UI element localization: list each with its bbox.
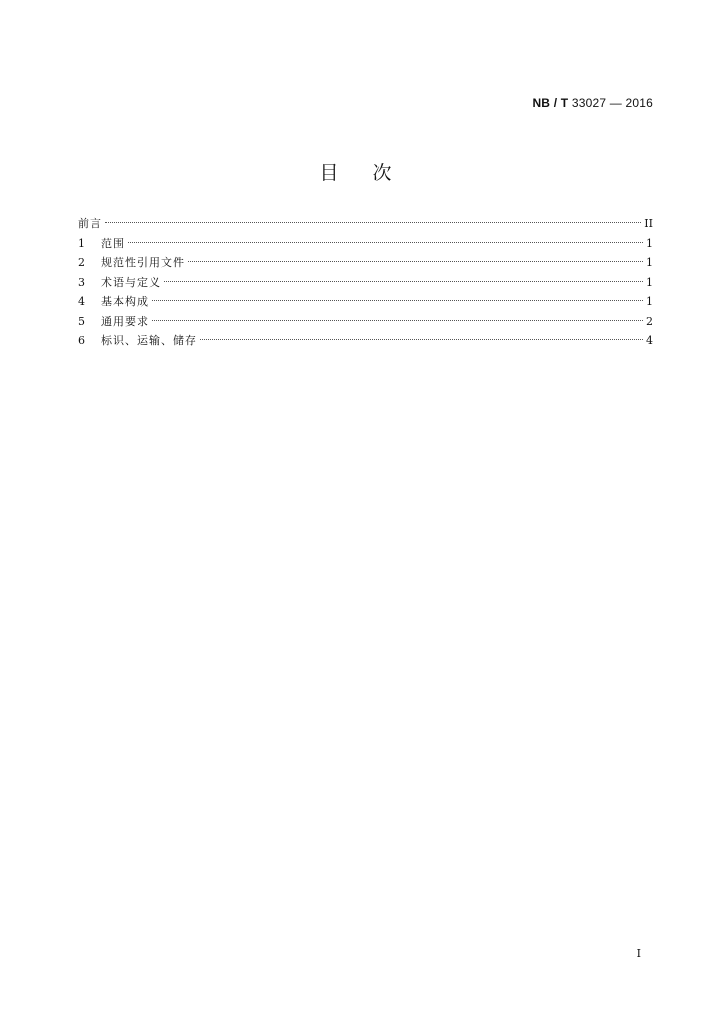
toc-entry-page: 4 bbox=[646, 334, 653, 347]
toc-entry-label: 规范性引用文件 bbox=[101, 256, 185, 269]
toc-entry-number: 3 bbox=[78, 275, 85, 289]
standard-code bbox=[532, 96, 653, 110]
toc-entry-basic-composition[interactable] bbox=[78, 292, 653, 312]
toc-leader-dots bbox=[152, 300, 643, 301]
toc-leader-dots bbox=[188, 261, 643, 262]
toc-entry-page: 1 bbox=[646, 236, 653, 250]
toc-entry-normative-references[interactable] bbox=[78, 253, 653, 273]
toc-entry-label: 标识、运输、储存 bbox=[101, 334, 197, 347]
toc-entry-label: 通用要求 bbox=[101, 314, 149, 328]
toc-entry-label: 术语与定义 bbox=[101, 275, 161, 289]
toc-leader-dots bbox=[105, 222, 641, 223]
toc-entry-label: 范围 bbox=[101, 236, 125, 250]
toc-entry-page: II bbox=[644, 217, 653, 230]
toc-entry-label: 前言 bbox=[78, 217, 102, 230]
toc-entry-marking-transport-storage[interactable] bbox=[78, 331, 653, 351]
toc-entry-number: 1 bbox=[78, 236, 85, 250]
toc-entry-page: 1 bbox=[646, 275, 653, 289]
toc-entry-foreword[interactable] bbox=[78, 214, 653, 234]
toc-title: 目次 bbox=[319, 162, 426, 184]
toc-leader-dots bbox=[164, 281, 643, 282]
toc-entry-scope[interactable] bbox=[78, 234, 653, 254]
toc-entry-number: 2 bbox=[78, 256, 85, 269]
toc-entry-label: 基本构成 bbox=[101, 295, 149, 308]
toc-leader-dots bbox=[152, 320, 643, 321]
page-number: I bbox=[636, 947, 641, 960]
toc-entry-terms-definitions[interactable] bbox=[78, 273, 653, 293]
table-of-contents bbox=[78, 214, 653, 351]
toc-entry-general-requirements[interactable] bbox=[78, 312, 653, 332]
toc-leader-dots bbox=[128, 242, 643, 243]
toc-entry-page: 2 bbox=[646, 314, 653, 328]
standard-code-prefix: NB / T bbox=[532, 96, 569, 110]
toc-entry-page: 1 bbox=[646, 295, 653, 308]
toc-entry-page: 1 bbox=[646, 256, 653, 269]
toc-entry-number: 5 bbox=[78, 314, 85, 328]
toc-leader-dots bbox=[200, 339, 643, 340]
toc-entry-number: 6 bbox=[78, 334, 85, 347]
toc-entry-number: 4 bbox=[78, 295, 85, 308]
standard-code-number: 33027 — 2016 bbox=[571, 96, 653, 110]
